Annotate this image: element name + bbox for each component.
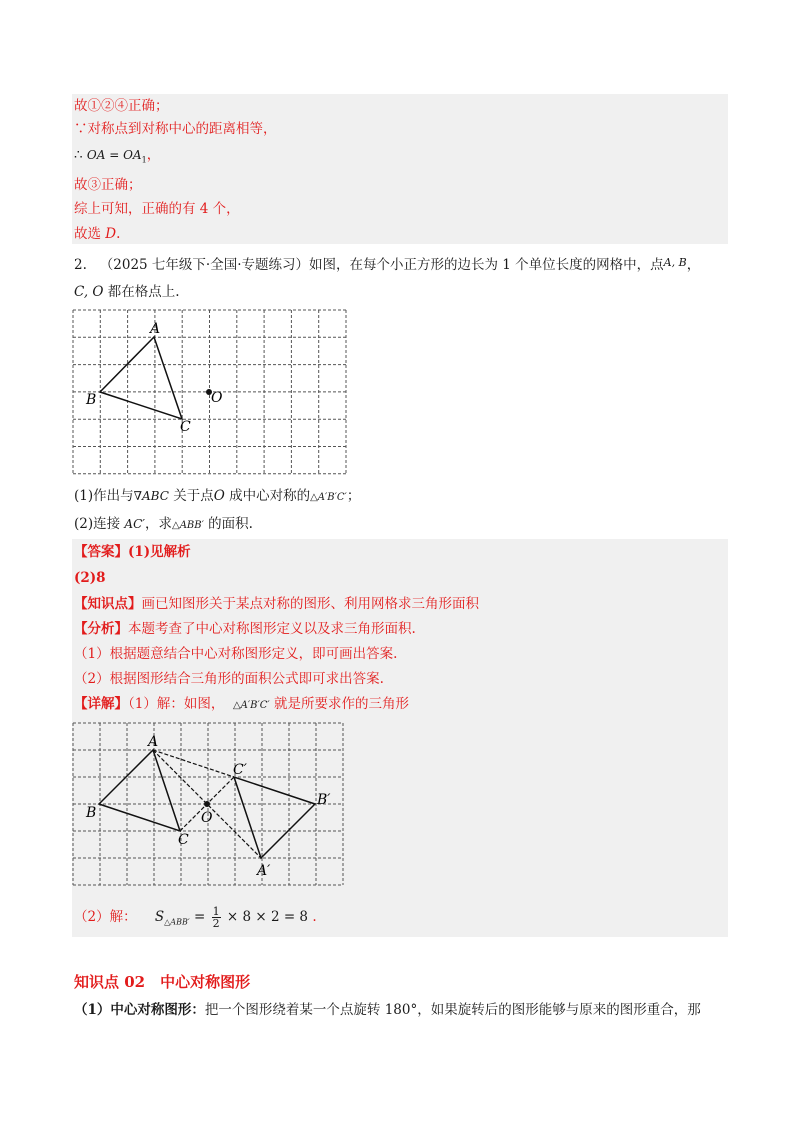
fraction-one-half: $\frac{1}{2}$: [212, 905, 220, 930]
solution-line-6: 故选 D.: [74, 226, 121, 242]
solution-line-2: ∵对称点到对称中心的距离相等，: [74, 121, 277, 137]
triangle-abc: [99, 750, 180, 831]
triangle-a2b2c2: [234, 777, 315, 858]
grid-figure-2: [70, 720, 360, 890]
solution-part-2: （2）解： $S_{\triangle ABB'}$ = $\frac{1}{2}$ × 8 × 2 = 8 .: [74, 905, 317, 930]
label-a: A: [150, 321, 161, 337]
label-a: A: [148, 734, 159, 750]
label-b-prime: B′: [317, 792, 331, 808]
label-c: C: [180, 419, 191, 435]
solution-line-3: ∴ OA = $OA_1$，: [74, 147, 161, 165]
answer-line: 【答案】(1)见解析: [74, 544, 191, 560]
definition-line: （1）中心对称图形：把一个图形绕着某一个点旋转 180°，如果旋转后的图形能够与原来的图形重合，那: [74, 1002, 701, 1018]
label-a-prime: A′: [257, 863, 271, 879]
sub-question-2: (2)连接 AC′，求△ABB′ 的面积.: [74, 516, 253, 532]
section-title: 知识点 02 中心对称图形: [74, 973, 251, 991]
solution-line-5: 综上可知，正确的有 4 个，: [74, 201, 240, 217]
label-c-prime: C′: [233, 762, 247, 778]
label-b: B: [86, 805, 97, 821]
detail-line: 【详解】（1）解：如图， △A′B′C′ 就是所要求作的三角形: [74, 696, 409, 712]
triangle-abc: [100, 337, 182, 419]
solution-line-1: 故①②④正确；: [74, 98, 169, 114]
question-2-line-1: 2. （2025 七年级下·全国·专题练习）如图，在每个小正方形的边长为 1 个单位长度的网格中，点$^{A, B}$，: [74, 256, 701, 273]
solution-box-top: [72, 94, 728, 244]
label-o: O: [201, 810, 213, 826]
knowledge-point-line: 【知识点】画已知图形关于某点对称的图形、利用网格求三角形面积: [74, 596, 479, 612]
analysis-step-1: （1）根据题意结合中心对称图形定义，即可画出答案.: [74, 646, 398, 662]
question-2-line-2: C, O 都在格点上.: [74, 284, 180, 300]
label-c: C: [178, 832, 189, 848]
analysis-step-2: （2）根据图形结合三角形的面积公式即可求出答案.: [74, 671, 384, 687]
point-o: [204, 801, 210, 807]
label-o: O: [211, 390, 223, 406]
solution-line-4: 故③正确；: [74, 177, 142, 193]
label-b: B: [86, 392, 97, 408]
grid-figure-1: [70, 306, 352, 478]
answer-line-2: (2)8: [74, 570, 106, 586]
sub-question-1: (1)作出与∇ABC 关于点O 成中心对称的△A′B′C′；: [74, 488, 361, 504]
analysis-line: 【分析】本题考查了中心对称图形定义以及求三角形面积.: [74, 621, 416, 637]
